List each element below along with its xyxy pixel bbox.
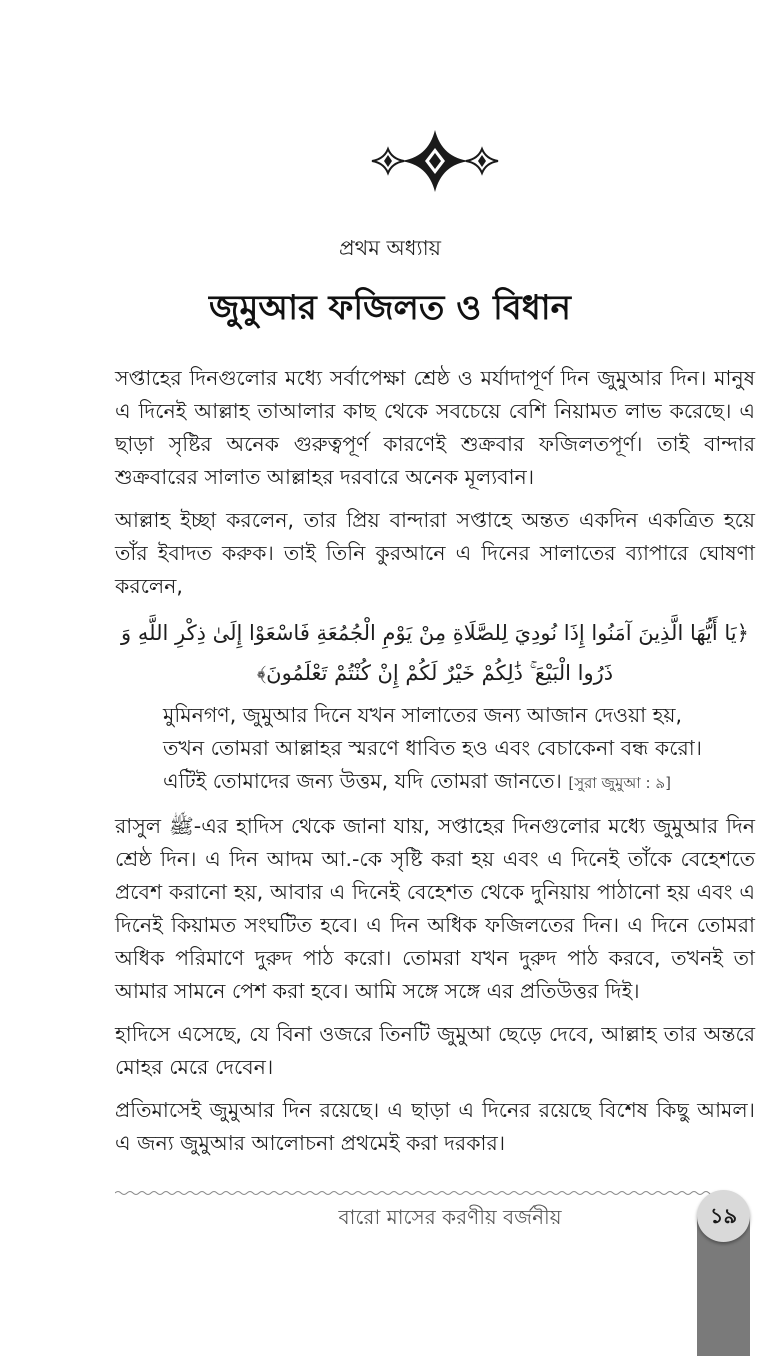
paragraph-command: আল্লাহ ইচ্ছা করলেন, তার প্রিয় বান্দারা সপ্তাহে অন্তত একদিন একত্রিত হয়ে তাঁর ইবাদত করুক। তাই তিনি কুরআনে এ দিনের সালাতের ব্যাপারে ঘোষণা করলেন, [115,508,755,598]
page-number: ১৯ [709,1204,738,1228]
ayah-translation [163,699,755,800]
translation-line-3 [163,765,755,800]
ayah-line-1: ﴿يَا أَيُّهَا الَّذِينَ آمَنُوا إِذَا نُودِيَ لِلصَّلَاةِ مِنْ يَوْمِ الْجُمُعَةِ فَاسْعَوْا إِلَىٰ ذِكْرِ اللَّهِ وَ [121,621,749,645]
translation-line-1: মুমিনগণ, জুমুআর দিনে যখন সালাতের জন্য আজান দেওয়া হয়, [163,703,682,727]
footer-book-title: বারো মাসের করণীয় বর্জনীয় [338,1205,562,1229]
surah-reference: [সুরা জুমুআ : ৯] [568,774,671,792]
footer-divider [115,1190,715,1196]
ornament-star-diamond-icon [368,128,502,194]
quran-ayah [115,613,755,693]
chapter-label: প্রথম অধ্যায় [338,236,442,260]
ayah-line-2: ذَرُوا الْبَيْعَ ۚ ذَٰلِكُمْ خَيْرٌ لَكُمْ إِنْ كُنْتُمْ تَعْلَمُونَ﴾ [256,661,614,685]
paragraph-intro: সপ্তাহের দিনগুলোর মধ্যে সর্বাপেক্ষা শ্রেষ্ঠ ও মর্যাদাপূর্ণ দিন জুমুআর দিন। মানুষ এ দিনেই আল্লাহ তাআলার কাছ থেকে সবচেয়ে বেশি নিয়ামত লাভ করেছে। এ ছাড়া সৃষ্টির অনেক গুরুত্বপূর্ণ কারণেই শুক্রবার ফজিলতপূর্ণ। তাই বান্দার শুক্রবারের সালাত আল্লাহর দরবারে অনেক মূল্যবান। [115,366,755,489]
chapter-title: জুমুআর ফজিলত ও বিধান [209,288,571,328]
paragraph-hadith: রাসুল ﷺ-এর হাদিস থেকে জানা যায়, সপ্তাহের দিনগুলোর মধ্যে জুমুআর দিন শ্রেষ্ঠ দিন। এ দিন আদম আ.-কে সৃষ্টি করা হয় এবং এ দিনেই তাঁকে বেহেশতে প্রবেশ করানো হয়, আবার এ দিনেই বেহেশত থেকে দুনিয়ায় পাঠানো হয় এবং এ দিনেই কিয়ামত সংঘটিত হবে। এ দিন অধিক ফজিলতের দিন। এ দিনে তোমরা অধিক পরিমাণে দুরুদ পাঠ করো। তোমরা যখন দুরুদ পাঠ করবে, তখনই তা আমার সামনে পেশ করা হবে। আমি সঙ্গে সঙ্গে এর প্রতিউত্তর দিই। [115,814,755,1003]
paragraph-warning: হাদিসে এসেছে, যে বিনা ওজরে তিনটি জুমুআ ছেড়ে দেবে, আল্লাহ তার অন্তরে মোহর মেরে দেবেন। [115,1022,755,1079]
paragraph-conclusion: প্রতিমাসেই জুমুআর দিন রয়েছে। এ ছাড়া এ দিনের রয়েছে বিশেষ কিছু আমল। এ জন্য জুমুআর আলোচনা প্রথমেই করা দরকার। [115,1098,755,1155]
translation-line-3-text: এটিই তোমাদের জন্য উত্তম, যদি তোমরা জানতে। [163,769,562,793]
body-text [115,362,755,1170]
translation-line-2: তখন তোমরা আল্লাহর স্মরণে ধাবিত হও এবং বেচাকেনা বন্ধ করো। [163,736,702,760]
